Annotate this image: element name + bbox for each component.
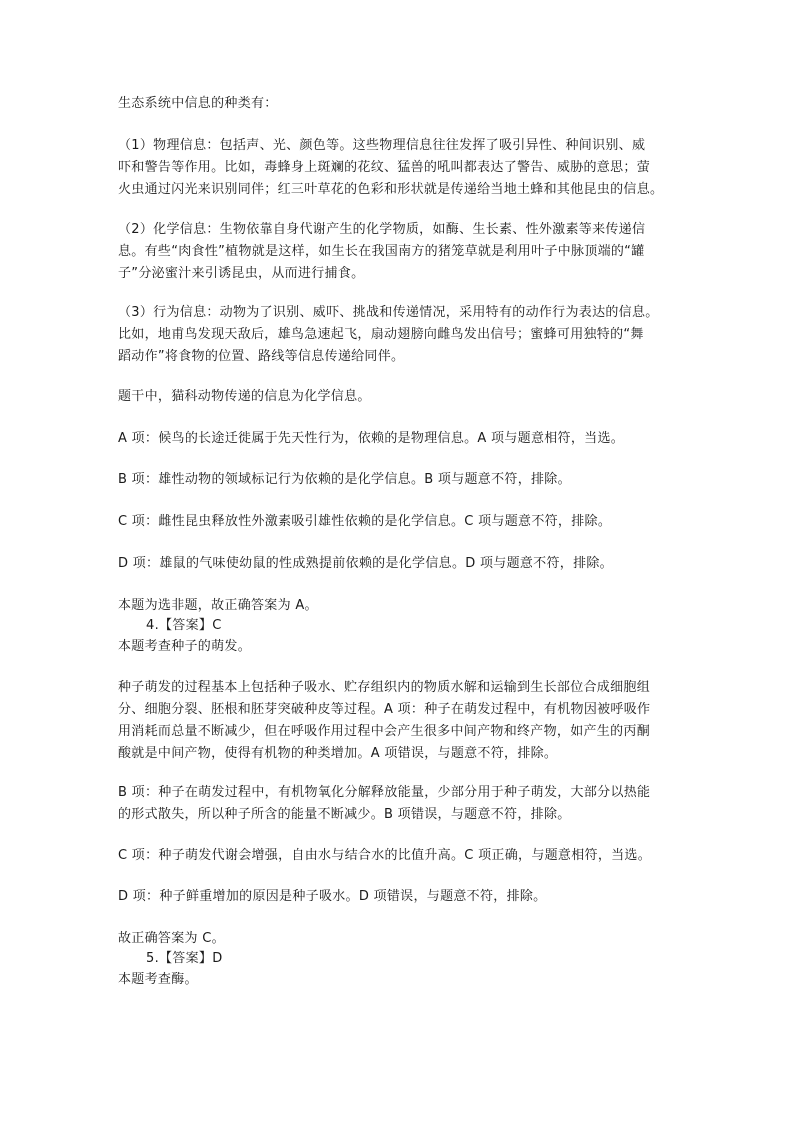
option-c-explanation: C 项：雌性昆虫释放性外激素吸引雄性依赖的是化学信息。C 项与题意不符，排除。 <box>118 514 612 529</box>
physical-info-paragraph: （1）物理信息：包括声、光、颜色等。这些物理信息往往发挥了吸引异性、种间识别、威 吓和警告等作用。比如，毒蜂身上斑斓的花纹、猛兽的吼叫都表达了警告、威胁的意思；萤 火虫通过闪光来识别同伴；红三叶草花的色彩和形状就是传递给当地土蜂和其他昆虫的信息。 <box>118 138 664 197</box>
q4-option-c: C 项：种子萌发代谢会增强，自由水与结合水的比值升高。C 项正确，与题意相符，当选。 <box>118 848 652 863</box>
option-b-explanation: B 项：雄性动物的领域标记行为依赖的是化学信息。B 项与题意不符，排除。 <box>118 472 571 487</box>
stem-analysis: 题干中，猫科动物传递的信息为化学信息。 <box>118 389 371 404</box>
q5-answer-heading: 5.【答案】D <box>146 951 223 966</box>
intro-paragraph: 生态系统中信息的种类有： <box>118 96 278 111</box>
option-a-explanation: A 项：候鸟的长途迁徙属于先天性行为，依赖的是物理信息。A 项与题意相符，当选。 <box>118 431 625 446</box>
option-d-explanation: D 项：雄鼠的气味使幼鼠的性成熟提前依赖的是化学信息。D 项与题意不符，排除。 <box>118 556 613 571</box>
q4-conclusion: 故正确答案为 C。 <box>118 931 225 946</box>
q5-topic: 本题考查酶。 <box>118 972 198 987</box>
q3-conclusion: 本题为选非题，故正确答案为 A。 <box>118 598 318 613</box>
germination-paragraph: 种子萌发的过程基本上包括种子吸水、贮存组织内的物质水解和运输到生长部位合成细胞组 分、细胞分裂、胚根和胚芽突破种皮等过程。A 项：种子在萌发过程中，有机物因被呼吸作 用消耗而总量不断减少，但在呼吸作用过程中会产生很多中间产物和终产物，如产生的丙酮 酸就是中间产物，使得有机物的种类增加。A 项错误，与题意不符，排除。 <box>118 680 651 761</box>
q4-option-d: D 项：种子鲜重增加的原因是种子吸水。D 项错误，与题意不符，排除。 <box>118 889 547 904</box>
q4-answer-heading: 4.【答案】C <box>146 618 222 633</box>
q4-option-b: B 项：种子在萌发过程中，有机物氧化分解释放能量，少部分用于种子萌发，大部分以热能 的形式散失，所以种子所含的能量不断减少。B 项错误，与题意不符，排除。 <box>118 785 651 822</box>
q4-topic: 本题考查种子的萌发。 <box>118 639 252 654</box>
behavioral-info-paragraph: （3）行为信息：动物为了识别、威吓、挑战和传递情况，采用特有的动作行为表达的信息。 比如，地甫鸟发现天敌后，雄鸟急速起飞，扇动翅膀向雌鸟发出信号；蜜蜂可用独特的“舞 蹈动作”将食物的位置、路线等信息传递给同伴。 <box>118 305 659 364</box>
chemical-info-paragraph: （2）化学信息：生物依靠自身代谢产生的化学物质，如酶、生长素、性外激素等来传递信 息。有些“肉食性”植物就是这样，如生长在我国南方的猪笼草就是利用叶子中脉顶端的“罐 子”分泌蜜汁来引诱昆虫，从而进行捕食。 <box>118 222 646 281</box>
